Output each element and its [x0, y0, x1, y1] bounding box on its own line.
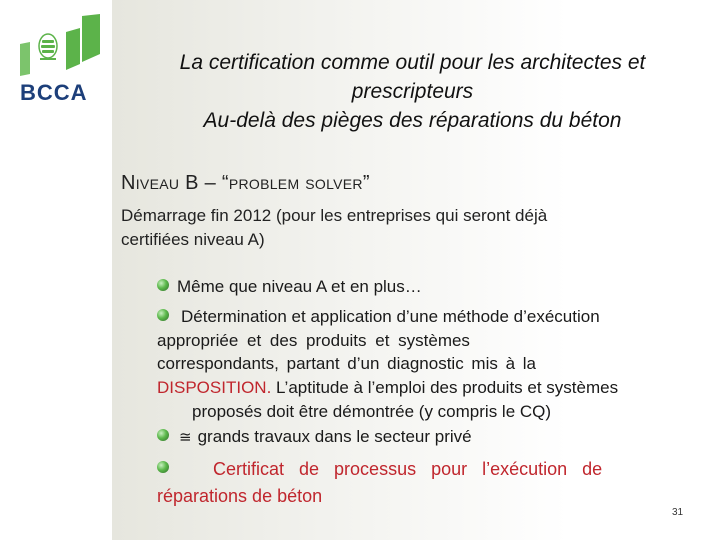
bullet-1-text: Même que niveau A et en plus…	[177, 277, 422, 296]
bullet-2-red-word: DISPOSITION.	[157, 378, 272, 397]
green-bullet-icon	[157, 461, 169, 473]
green-bullet-icon	[157, 429, 169, 441]
bullet-item-3	[157, 426, 472, 448]
logo-text: BCCA	[20, 80, 88, 105]
slide-title	[120, 48, 705, 135]
title-line-1: La certification comme outil pour les architectes et	[179, 51, 646, 74]
bullet-2-line-3: correspondants, partant d’un diagnostic mis à la	[157, 354, 536, 373]
green-bullet-icon	[157, 279, 169, 291]
bullet-4-line-2: réparations de béton	[157, 486, 323, 506]
bullet-4-line-1: Certificat de processus pour l’exécution de	[213, 459, 603, 479]
logo-panel	[0, 0, 112, 540]
bullet-2-line-4-rest: L’aptitude à l’emploi des produits et systèmes	[271, 378, 619, 397]
title-line-2: prescripteurs	[351, 80, 474, 103]
bullet-3-text: grands travaux dans le secteur privé	[197, 427, 472, 446]
bullet-item-2	[157, 306, 600, 328]
section-heading: Niveau B – “problem solver”	[121, 172, 370, 194]
green-bullet-icon	[157, 309, 169, 321]
bullet-2-line-2: appropriée et des produits et systèmes	[157, 331, 470, 350]
bullet-2-line-1: Détermination et application d’une méthode d’exécution	[181, 307, 600, 326]
page-number: 31	[672, 507, 684, 518]
bullet-2-line-4	[157, 377, 618, 399]
bcca-logo	[20, 14, 100, 106]
title-line-3: Au-delà des pièges des réparations du béton	[203, 109, 622, 132]
bullet-item-1	[157, 276, 422, 298]
intro-line-2: certifiées niveau A)	[121, 230, 265, 249]
bullet-item-4	[157, 458, 602, 480]
bullet-2-line-5: proposés doit être démontrée (y compris le CQ)	[192, 402, 552, 421]
intro-line-1: Démarrage fin 2012 (pour les entreprises qui seront déjà	[121, 206, 548, 225]
bcca-logo-mark	[20, 14, 100, 78]
approximately-equal-icon: ≅	[179, 428, 192, 446]
intro-text	[121, 204, 661, 252]
